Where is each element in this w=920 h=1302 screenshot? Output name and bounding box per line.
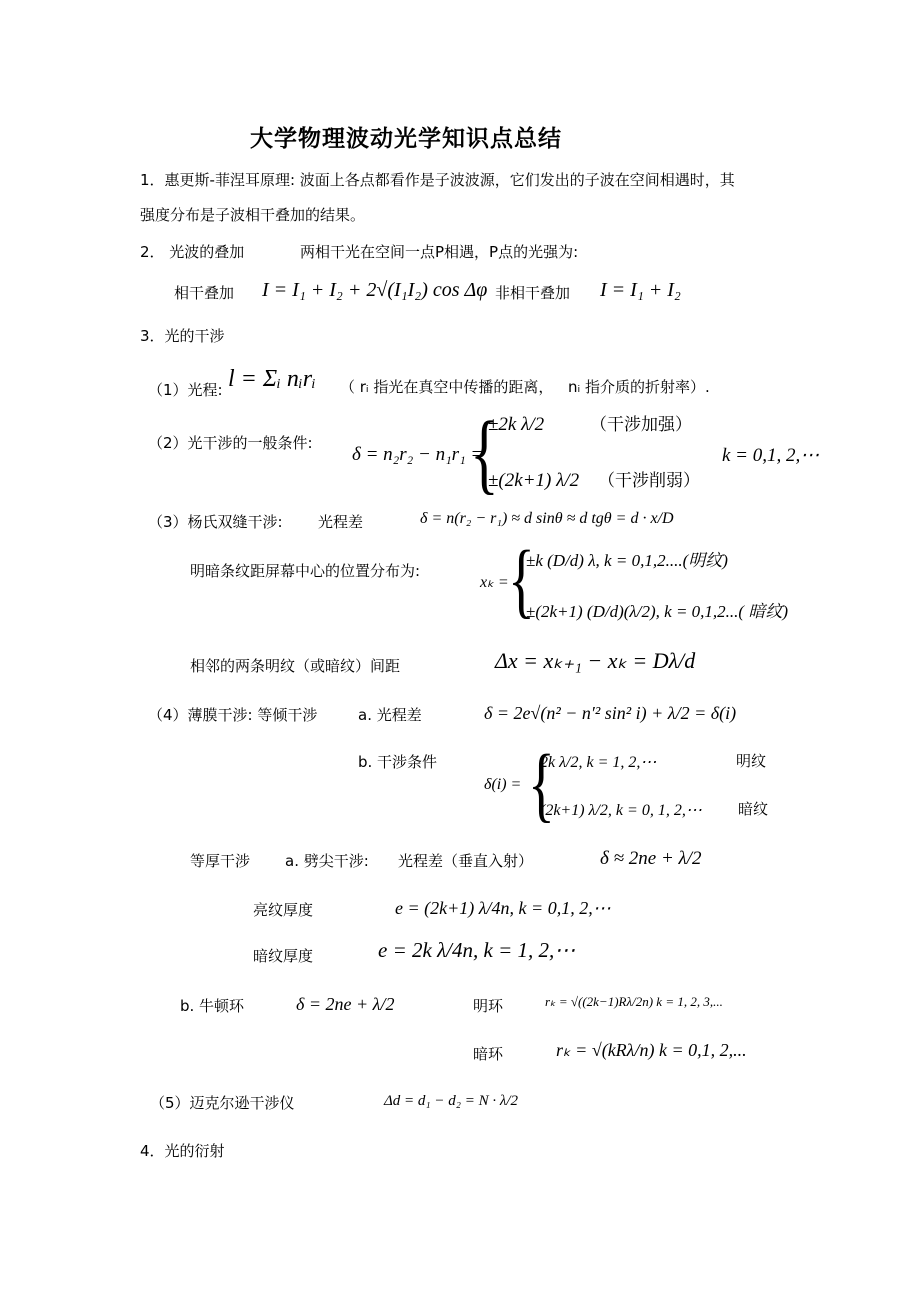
general-case-destructive: ±(2k+1) λ/2 xyxy=(488,470,580,491)
bright-thickness-label: 亮纹厚度 xyxy=(253,901,314,919)
newton-dark-ring-formula: rₖ = √(kRλ/n) k = 0,1, 2,... xyxy=(556,1040,747,1060)
wedge-opd-label: 光程差（垂直入射） xyxy=(398,852,534,870)
thin-film-b-case2-note: 暗纹 xyxy=(738,800,769,818)
s2-description: 两相干光在空间一点P相遇，P点的光强为: xyxy=(300,243,579,261)
michelson-label: （5）迈克尔逊干涉仪 xyxy=(150,1094,295,1112)
opl-note-b: nᵢ 指介质的折射率）. xyxy=(568,378,710,396)
wedge-label: a. 劈尖干涉: xyxy=(285,852,369,870)
newton-rings-label: b. 牛顿环 xyxy=(180,997,245,1015)
dark-thickness-formula: e = 2k λ/4n, k = 1, 2,⋯ xyxy=(378,938,576,962)
opl-note-a: （ rᵢ 指光在真空中传播的距离， xyxy=(340,378,554,396)
coherent-label: 相干叠加 xyxy=(174,284,235,302)
fringe-bright: ±k (D/d) λ, k = 0,1,2....(明纹) xyxy=(526,551,728,570)
thin-film-b-case1-note: 明纹 xyxy=(736,752,767,770)
equal-thickness-label: 等厚干涉 xyxy=(190,852,251,870)
michelson-formula: Δd = d₁ − d₂ = N · λ/2 xyxy=(384,1093,519,1109)
coherent-formula: I = I₁ + I₂ + 2√(I₁I₂) cos Δφ xyxy=(262,279,488,301)
general-case-constructive: ±2k λ/2 xyxy=(488,414,545,435)
general-condition-k: k = 0,1, 2,⋯ xyxy=(722,445,820,466)
thin-film-b-case1: 2k λ/2, k = 1, 2,⋯ xyxy=(540,754,657,771)
fringe-spacing-label: 相邻的两条明纹（或暗纹）间距 xyxy=(190,657,401,675)
general-case-destructive-note: （干涉削弱） xyxy=(598,471,700,491)
thin-film-b-label: b. 干涉条件 xyxy=(358,753,438,771)
incoherent-label: 非相干叠加 xyxy=(495,284,571,302)
dark-thickness-label: 暗纹厚度 xyxy=(253,947,314,965)
newton-rings-formula: δ = 2ne + λ/2 xyxy=(296,994,395,1014)
opl-formula: l = Σᵢ nᵢrᵢ xyxy=(228,366,316,392)
fringe-position-label: 明暗条纹距屏幕中心的位置分布为: xyxy=(190,562,421,580)
fringe-spacing-formula: Δx = xₖ₊₁ − xₖ = Dλ/d xyxy=(495,648,696,673)
general-condition-lhs: δ = n₂r₂ − n₁r₁ = xyxy=(352,444,484,465)
fringe-dark: ±(2k+1) (D/d)(λ/2), k = 0,1,2...( 暗纹) xyxy=(526,602,788,621)
young-formula: δ = n(r₂ − r₁) ≈ d sinθ ≈ d tgθ = d · x/D xyxy=(420,510,674,527)
left-brace-icon: { xyxy=(528,738,555,832)
left-brace-icon: { xyxy=(508,534,535,628)
left-brace-icon: { xyxy=(470,403,499,503)
bright-thickness-formula: e = (2k+1) λ/4n, k = 0,1, 2,⋯ xyxy=(395,898,611,918)
newton-bright-ring-label: 明环 xyxy=(473,997,504,1015)
s1-line2: 强度分布是子波相干叠加的结果。 xyxy=(140,206,366,224)
newton-dark-ring-label: 暗环 xyxy=(473,1045,504,1063)
thin-film-a-formula: δ = 2e√(n² − n′² sin² i) + λ/2 = δ(i) xyxy=(484,703,737,723)
thin-film-b-lhs: δ(i) = xyxy=(484,776,522,793)
young-opd-label: 光程差 xyxy=(318,513,364,531)
incoherent-formula: I = I₁ + I₂ xyxy=(600,279,681,301)
young-label: （3）杨氏双缝干涉: xyxy=(148,513,283,531)
newton-bright-ring-formula: rₖ = √((2k−1)Rλ/2n) k = 1, 2, 3,... xyxy=(545,994,723,1009)
wedge-formula: δ ≈ 2ne + λ/2 xyxy=(600,848,702,869)
general-case-constructive-note: （干涉加强） xyxy=(590,415,692,435)
s4-heading: 4．光的衍射 xyxy=(140,1142,225,1160)
opl-label: （1）光程: xyxy=(148,381,223,399)
thin-film-b-case2: (2k+1) λ/2, k = 0, 1, 2,⋯ xyxy=(540,802,702,819)
s2-heading: 2． 光波的叠加 xyxy=(140,243,245,261)
fringe-position-lhs: xₖ = xyxy=(480,574,509,591)
s1-line1: 1．惠更斯-菲涅耳原理: 波面上各点都看作是子波波源，它们发出的子波在空间相遇时，其 xyxy=(140,171,735,189)
page-title: 大学物理波动光学知识点总结 xyxy=(250,126,562,152)
general-condition-label: （2）光干涉的一般条件: xyxy=(148,434,313,452)
thin-film-a-label: a. 光程差 xyxy=(358,706,422,724)
thin-film-label: （4）薄膜干涉: 等倾干涉 xyxy=(148,706,318,724)
s3-heading: 3．光的干涉 xyxy=(140,327,225,345)
